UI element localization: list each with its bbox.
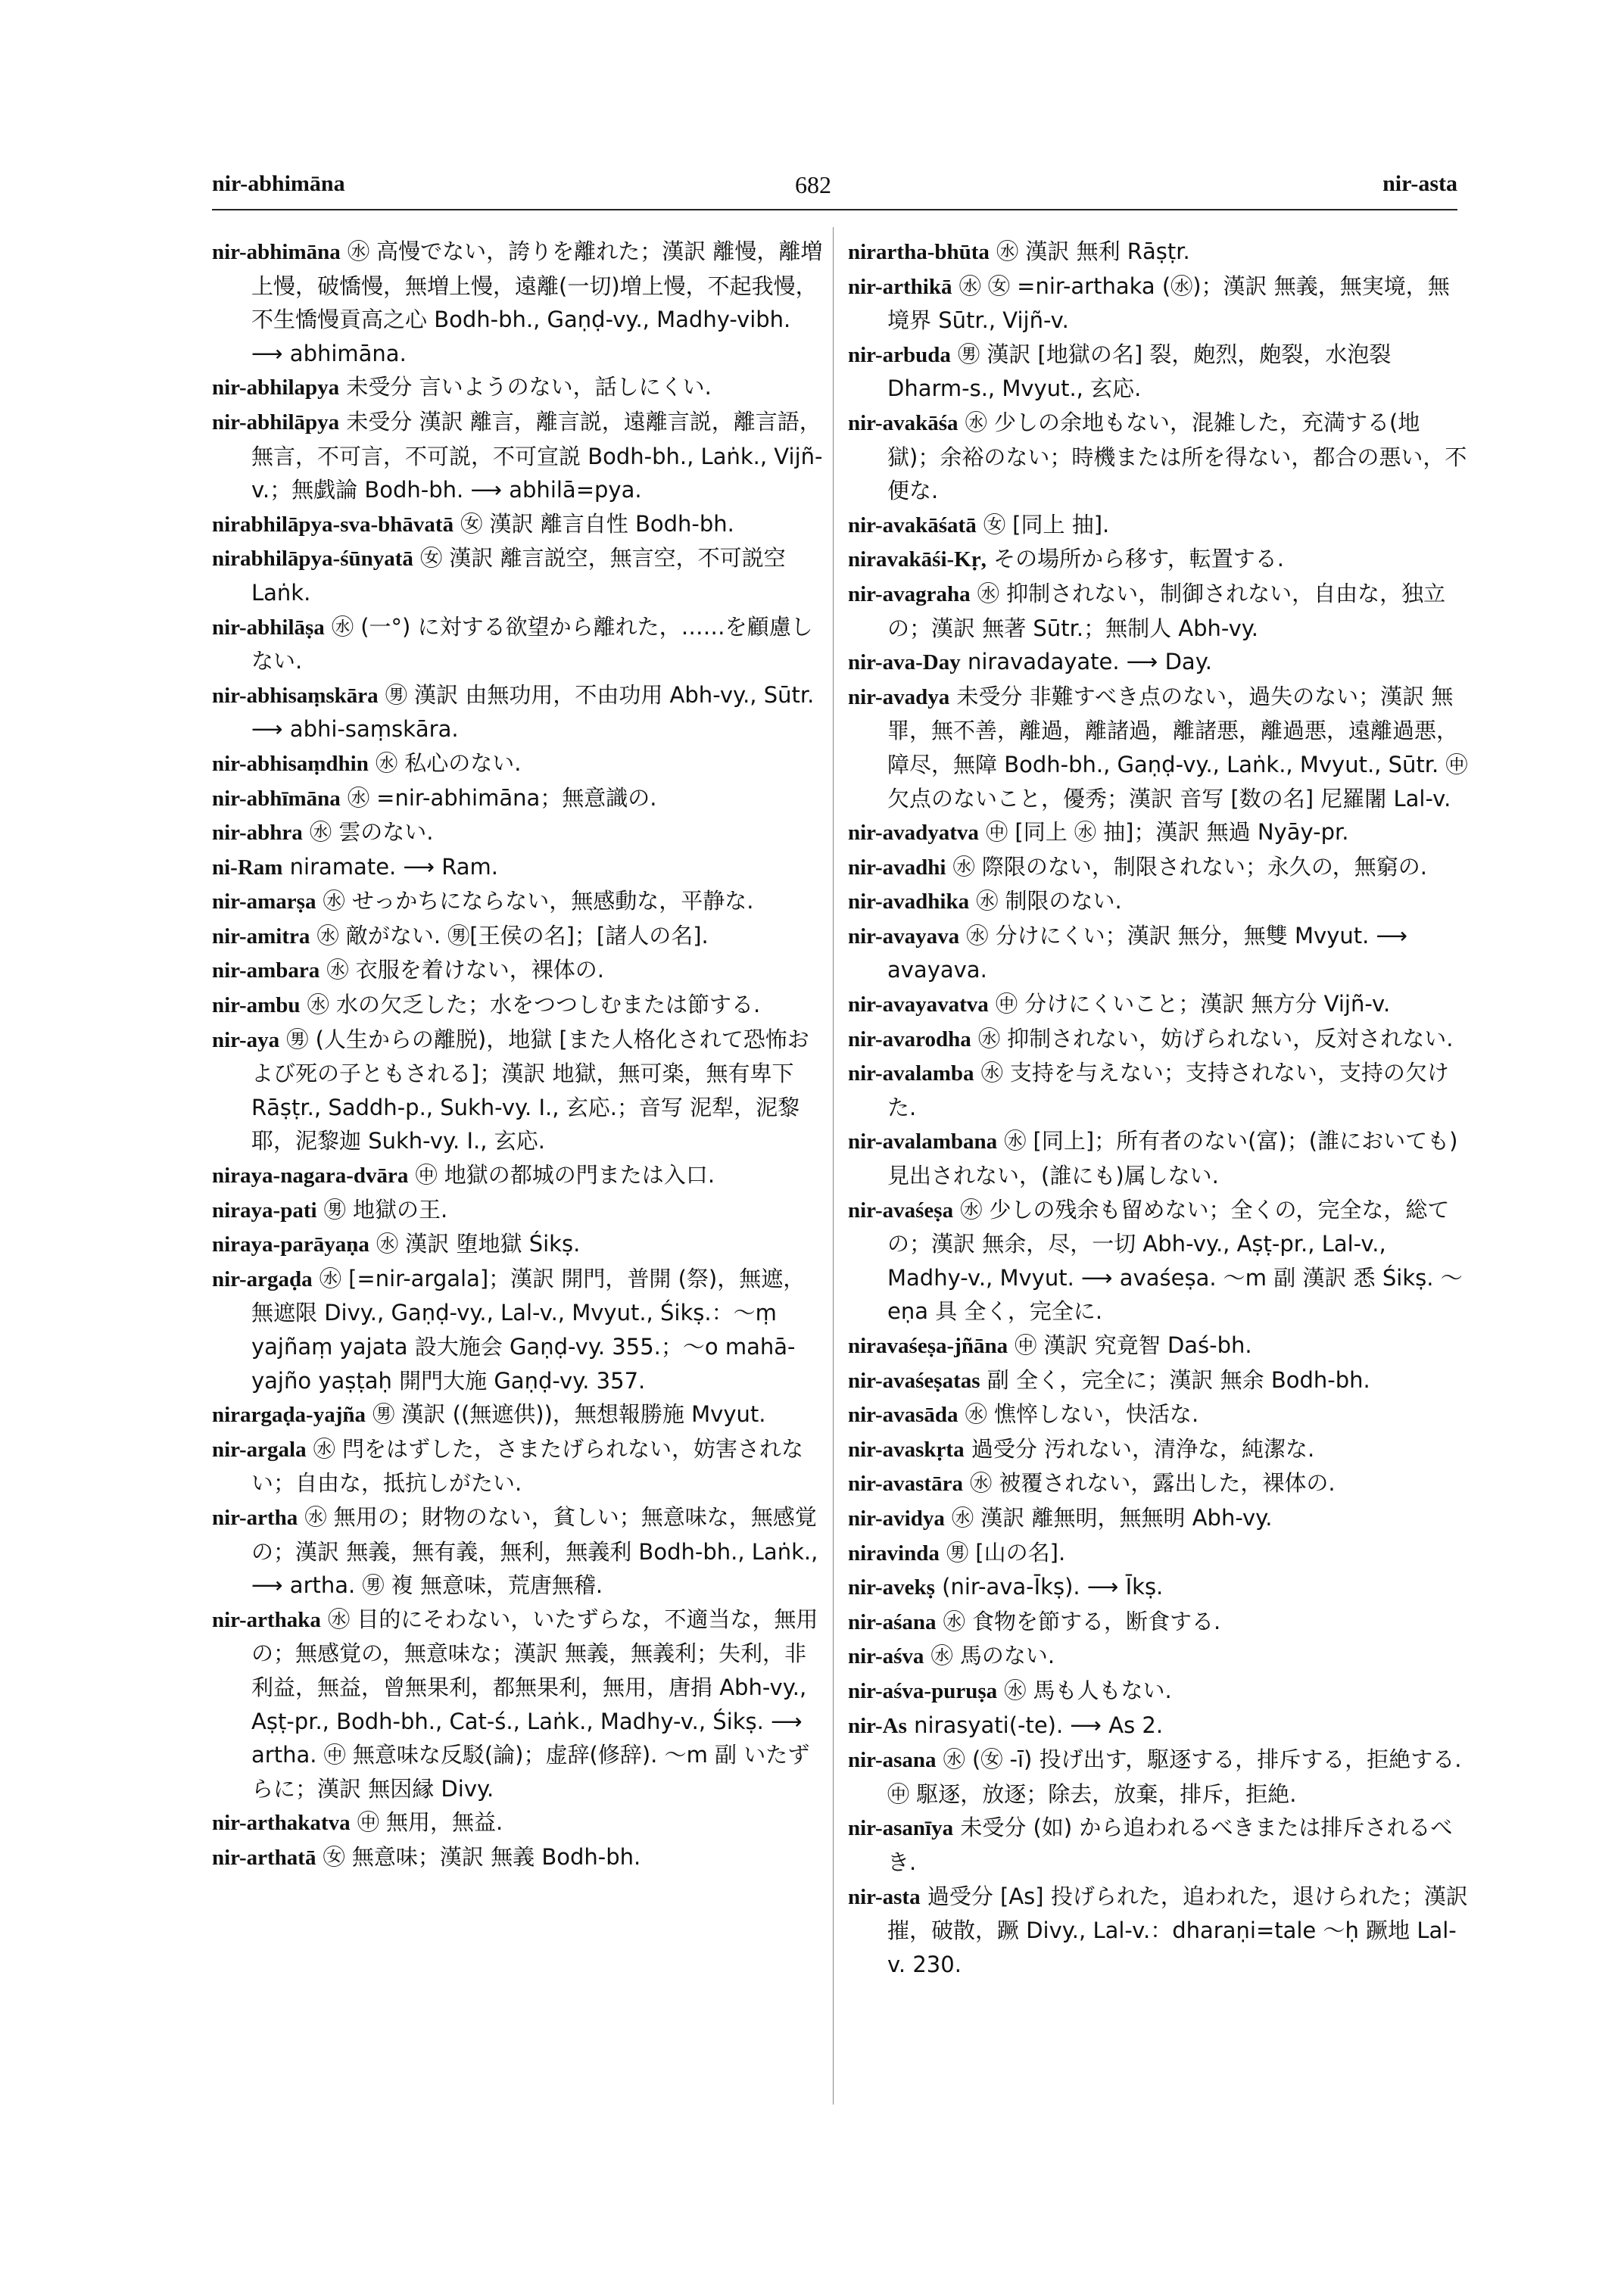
entry-headword: nir-avadya (848, 684, 950, 709)
entry-headword: niravinda (848, 1541, 940, 1566)
dictionary-entry (212, 610, 825, 678)
dictionary-entry (212, 1158, 825, 1193)
entry-definition: 副 全く，完全に；漢訳 無余 Bodh-bh. (987, 1366, 1370, 1393)
dictionary-entry (212, 1805, 825, 1840)
entry-definition: ㊌ (㊛ -ī) 投げ出す，駆逐する，排斥する，拒絶する. ㊥ 駆逐，放逐；除去，放棄，排斥，拒絶. (887, 1746, 1462, 1807)
dictionary-entry (212, 988, 825, 1023)
entry-headword: nir-avarodha (848, 1027, 971, 1051)
entry-headword: niraya-pati (212, 1198, 317, 1223)
dictionary-entry (848, 645, 1469, 680)
dictionary-entry (212, 1227, 825, 1262)
dictionary-entry (848, 680, 1469, 815)
dictionary-entry (848, 884, 1469, 919)
entry-definition: ㊌ 水の欠乏した；水をつつしむまたは節する. (307, 992, 761, 1018)
entry-definition: 未受分 非難すべき点のない，過失のない；漢訳 無罪，無不善，離過，離諸過，離諸悪，離過悪，遠離過悪，障尽，無障 Bodh-bh., Gaṇḍ-vy., Laṅk., Mvyut., Sūtr. ㊥ 欠点のないこと，優秀；漢訳 音写 [数の名] 尼羅闍 Lal-v. (887, 683, 1468, 812)
entry-definition: ㊛ [同上 抽]. (983, 511, 1110, 537)
entry-headword: nir-As (848, 1713, 907, 1738)
dictionary-entry (848, 1193, 1469, 1329)
entry-headword: nir-argala (212, 1437, 307, 1462)
right-column (848, 235, 1469, 1981)
entry-headword: nir-avekṣ (848, 1575, 935, 1600)
dictionary-entry (848, 1022, 1469, 1057)
entry-headword: nir-abhisaṃdhin (212, 751, 369, 776)
dictionary-entry (848, 406, 1469, 508)
header-rule (212, 209, 1457, 210)
entry-definition: 未受分 (如) から追われるべきまたは排斥されるべき. (887, 1815, 1453, 1875)
entry-headword: nir-avasāda (848, 1403, 959, 1428)
running-head-left: nir-abhimāna (212, 171, 345, 196)
entry-headword: nir-avadhika (848, 889, 970, 914)
dictionary-entry (848, 1880, 1469, 1982)
dictionary-entry (848, 1363, 1469, 1398)
dictionary-entry (848, 987, 1469, 1022)
entry-definition: ㊌ 衣服を着けない，裸体の. (326, 957, 604, 983)
dictionary-entry (212, 746, 825, 781)
entry-headword: nir-arbuda (848, 342, 951, 367)
dictionary-entry (848, 1056, 1469, 1124)
entry-headword: nir-avakāśa (848, 410, 959, 435)
entry-headword: nir-avadyatva (848, 821, 979, 846)
entry-definition: 未受分 漢訳 離言，離言説，遠離言説，離言語，無言，不可言，不可説，不可宣説 Bodh-bh., Laṅk., Vijñ-v.；無戯論 Bodh-bh. ⟶ abhilā=pya. (251, 408, 823, 503)
dictionary-entry (848, 1709, 1469, 1743)
dictionary-entry (212, 1262, 825, 1397)
entry-headword: nirartha-bhūta (848, 240, 990, 264)
entry-headword: nir-arthakatva (212, 1811, 351, 1836)
dictionary-entry (212, 919, 825, 954)
entry-definition: ㊚ 漢訳 由無功用，不由功用 Abh-vy., Sūtr. ⟶ abhi-saṃskāra. (251, 681, 815, 743)
dictionary-entry (848, 508, 1469, 543)
entry-definition: ㊌ 漢訳 堕地獄 Śikṣ. (376, 1231, 581, 1257)
entry-headword: nir-avagraha (848, 581, 971, 606)
dictionary-entry (212, 541, 825, 609)
entry-definition: niramate. ⟶ Ram. (289, 853, 499, 880)
entry-headword: nir-avalambana (848, 1129, 998, 1154)
dictionary-entry (848, 919, 1469, 987)
entry-headword: niraya-nagara-dvāra (212, 1164, 409, 1189)
left-column (212, 235, 825, 1875)
dictionary-entry (848, 1124, 1469, 1192)
entry-headword: nir-avadhi (848, 855, 946, 880)
entry-headword: nir-aśana (848, 1609, 937, 1634)
entry-headword: nir-amarṣa (212, 889, 316, 914)
entry-headword: nir-avidya (848, 1506, 945, 1531)
entry-definition: ㊚ 漢訳 ((無遮供))，無想報勝施 Mvyut. (372, 1401, 766, 1428)
dictionary-entry (848, 1639, 1469, 1674)
entry-definition: ㊚ 地獄の王. (323, 1196, 448, 1223)
entry-headword: niravakāśi-Kṛ, (848, 547, 987, 572)
entry-definition: ㊥ 漢訳 究竟智 Daś-bh. (1015, 1332, 1252, 1358)
dictionary-entry (848, 1605, 1469, 1640)
entry-definition: ㊌ =nir-abhimāna；無意識の. (347, 784, 657, 811)
entry-definition: ㊌ 閂をはずした，さまたげられない，妨害されない；自由な，抵抗しがたい. (251, 1435, 804, 1497)
entry-headword: nirabhilāpya-śūnyatā (212, 547, 413, 572)
entry-definition: niravadayate. ⟶ Day. (967, 649, 1212, 675)
entry-headword: nir-avaskṛta (848, 1437, 965, 1462)
entry-definition: ㊌ せっかちにならない，無感動な，平静な. (323, 888, 754, 914)
entry-definition: ㊌ 抑制されない，制御されない，自由な，独立の；漢訳 無著 Sūtr.；無制人 Abh-vy. (887, 580, 1446, 641)
entry-definition: ㊌ [=nir-argala]；漢訳 開門，普開 (祭)，無遮，無遮限 Divy., Gaṇḍ-vy., Lal-v., Mvyut., Śikṣ.：〜ṃ yajñaṃ yajata 設大施会 Gaṇḍ-vy. 355.；〜o mahā-yajño yaṣṭaḥ 開門大施 Gaṇḍ-vy. 357. (251, 1265, 806, 1394)
entry-definition: ㊌ 敵がない. ㊚[王侯の名]；[諸人の名]. (316, 922, 709, 949)
dictionary-entry (848, 1466, 1469, 1501)
dictionary-entry (848, 1674, 1469, 1709)
entry-definition: ㊌ 馬のない. (930, 1643, 1055, 1669)
entry-definition: (nir-ava-Īkṣ). ⟶ Īkṣ. (942, 1574, 1164, 1600)
entry-headword: nir-abhisaṃskāra (212, 683, 379, 708)
entry-headword: nir-asanīya (848, 1816, 954, 1841)
entry-definition: ㊌ (一°) に対する欲望から離れた，……を顧慮しない. (251, 613, 813, 675)
entry-definition: ㊌ 憔悴しない，快活な. (965, 1401, 1199, 1428)
entry-definition: その場所から移す，転置する. (993, 546, 1284, 572)
entry-headword: nir-aśva-puruṣa (848, 1678, 998, 1703)
entry-headword: nir-avayavatva (848, 992, 989, 1017)
dictionary-entry (848, 1811, 1469, 1879)
entry-definition: ㊥ 地獄の都城の門または入口. (415, 1162, 715, 1189)
entry-definition: ㊛ 漢訳 離言説空，無言空，不可説空 Laṅk. (251, 545, 786, 606)
dictionary-entry (212, 405, 825, 507)
entry-definition: ㊌ 高慢でない，誇りを離れた；漢訳 離慢，離増上慢，破憍慢，無増上慢，遠離(一切)増上慢，不起我慢，不生憍慢貢高之心 Bodh-bh., Gaṇḍ-vy., Madhy-vibh. ⟶ abhimāna. (251, 238, 823, 366)
dictionary-entry (212, 1840, 825, 1875)
entry-headword: niraya-parāyaṇa (212, 1232, 369, 1257)
dictionary-entry (212, 1500, 825, 1603)
entry-definition: ㊌ 無用の；財物のない，貧しい；無意味な，無感覚の；漢訳 無義，無有義，無利，無義利 Bodh-bh., Laṅk., ⟶ artha. ㊚ 複 無意味，荒唐無稽. (251, 1503, 818, 1599)
column-divider (833, 227, 834, 2105)
running-head-right: nir-asta (1382, 171, 1457, 196)
entry-headword: nirargaḍa-yajña (212, 1403, 366, 1428)
dictionary-entry (212, 1603, 825, 1806)
dictionary-entry (848, 1397, 1469, 1432)
entry-headword: nir-avalamba (848, 1061, 974, 1086)
dictionary-entry (212, 1397, 825, 1432)
entry-headword: nir-avaśeṣatas (848, 1368, 980, 1393)
entry-headword: nirabhilāpya-sva-bhāvatā (212, 512, 454, 537)
dictionary-entry (848, 577, 1469, 645)
dictionary-entry (212, 815, 825, 850)
entry-headword: nir-artha (212, 1505, 298, 1530)
entry-headword: nir-avayava (848, 924, 960, 949)
entry-definition: nirasyati(-te). ⟶ As 2. (914, 1712, 1164, 1738)
entry-definition: ㊚ (人生からの離脱)，地獄 [また人格化されて恐怖および死の子ともされる]；漢訳 地獄，無可楽，無有卑下 Rāṣṭr., Saddh-p., Sukh-vy. I., 玄応.；音写 泥犁，泥黎耶，泥黎迦 Sukh-vy. I., 玄応. (251, 1026, 809, 1154)
dictionary-entry (848, 815, 1469, 850)
entry-headword: nir-avastāra (848, 1472, 963, 1497)
entry-headword: nir-argaḍa (212, 1266, 313, 1291)
entry-definition: ㊌ 私心のない. (376, 749, 522, 776)
entry-definition: ㊌ 分けにくい；漢訳 無分，無雙 Mvyut. ⟶ avayava. (887, 922, 1408, 983)
entry-definition: 過受分 [As] 投げられた，追われた，退けられた；漢訳 摧，破散，蹶 Divy., Lal-v.：dharaṇi=tale 〜ḥ 蹶地 Lal-v. 230. (887, 1883, 1468, 1977)
entry-definition: ㊥ 無用，無益. (357, 1809, 503, 1836)
entry-definition: 未受分 言いようのない，話しにくい. (346, 374, 712, 400)
entry-headword: nir-abhimāna (212, 240, 341, 264)
entry-definition: ㊌ ㊛ =nir-arthaka (㊌)；漢訳 無義，無実境，無境界 Sūtr., Vijñ-v. (887, 273, 1450, 334)
entry-headword: nir-abhilāpya (212, 410, 340, 435)
entry-definition: ㊌ 雲のない. (310, 819, 434, 846)
entry-definition: ㊌ 漢訳 離無明，無無明 Abh-vy. (952, 1504, 1273, 1531)
dictionary-entry (212, 1023, 825, 1158)
dictionary-entry (848, 1432, 1469, 1467)
entry-definition: ㊌ 馬も人もない. (1004, 1677, 1172, 1703)
entry-definition: ㊌ 目的にそわない，いたずらな，不適当な，無用の；無感覚の，無意味な；漢訳 無義，無義利；失利，非利益，無益，曾無果利，都無果利，無用，唐捐 Abh-vy., Aṣṭ-pr., Bodh-bh., Cat-ś., Laṅk., Madhy-v., Śikṣ. ⟶ artha. ㊥ 無意味な反駁(論)；虚辞(修辞). 〜m 副 いたずらに；漢訳 無因縁 Divy. (251, 1606, 818, 1802)
entry-definition: ㊌ 支持を与えない；支持されない，支持の欠けた. (887, 1060, 1449, 1120)
entry-headword: nir-ambara (212, 958, 320, 983)
entry-headword: nir-arthikā (848, 274, 952, 299)
dictionary-entry (212, 370, 825, 405)
entry-headword: nir-aya (212, 1027, 280, 1052)
dictionary-entry (212, 953, 825, 988)
entry-definition: ㊌ 抑制されない，妨げられない，反対されない. (977, 1025, 1454, 1051)
entry-headword: nir-abhra (212, 821, 303, 846)
dictionary-entry (848, 338, 1469, 406)
entry-headword: niravaśeṣa-jñāna (848, 1334, 1008, 1358)
dictionary-entry (212, 1193, 825, 1228)
entry-definition: ㊥ [同上 ㊌ 抽]；漢訳 無過 Nyāy-pr. (986, 819, 1349, 846)
entry-definition: ㊌ 被覆されない，露出した，裸体の. (970, 1470, 1336, 1497)
dictionary-entry (848, 542, 1469, 577)
dictionary-entry (848, 235, 1469, 269)
entry-headword: nir-arthaka (212, 1607, 321, 1632)
dictionary-entry (212, 781, 825, 816)
dictionary-entry (212, 235, 825, 370)
entry-definition: ㊚ 漢訳 [地獄の名] 裂，皰烈，皰裂，水泡裂 Dharm-s., Mvyut., 玄応. (887, 341, 1392, 402)
dictionary-entry (848, 269, 1469, 338)
entry-headword: nir-abhīmāna (212, 786, 341, 811)
dictionary-entry (848, 850, 1469, 885)
dictionary-entry (212, 678, 825, 746)
entry-headword: nir-aśva (848, 1644, 924, 1669)
dictionary-entry (848, 1570, 1469, 1605)
entry-definition: ㊚ [山の名]. (946, 1539, 1066, 1566)
entry-definition: ㊌ [同上]；所有者のない(富)；(誰においても)見出されない，(誰にも)属しない. (887, 1128, 1458, 1189)
entry-headword: nir-asta (848, 1884, 921, 1909)
entry-definition: ㊌ 少しの残余も留めない；全くの，完全な，総ての；漢訳 無余，尽，一切 Abh-vy., Aṣṭ-pr., Lal-v., Madhy-v., Mvyut. ⟶ avaśeṣa. 〜m 副 漢訳 悉 Śikṣ. 〜eṇa 具 全く，完全に. (887, 1196, 1463, 1325)
entry-headword: nir-ava-Day (848, 650, 961, 675)
entry-headword: nir-amitra (212, 924, 310, 949)
dictionary-entry (848, 1743, 1469, 1811)
dictionary-entry (848, 1536, 1469, 1571)
entry-definition: ㊌ 少しの余地もない，混雑した，充満する(地獄)；余裕のない；時機または所を得ない，都合の悪い，不便な. (887, 409, 1467, 504)
entry-definition: 過受分 汚れない，清浄な，純潔な. (971, 1435, 1315, 1462)
entry-headword: nir-abhilapya (212, 375, 340, 400)
entry-definition: ㊌ 際限のない，制限されない；永久の，無窮の. (952, 853, 1427, 880)
entry-headword: ni-Ram (212, 855, 283, 880)
entry-definition: ㊛ 漢訳 離言自性 Bodh-bh. (460, 510, 734, 537)
page-number: 682 (795, 171, 831, 198)
entry-definition: ㊥ 分けにくいこと；漢訳 無方分 Vijñ-v. (996, 991, 1391, 1017)
entry-headword: nir-avakāśatā (848, 512, 977, 537)
dictionary-entry (848, 1329, 1469, 1363)
entry-headword: nir-abhilāṣa (212, 615, 325, 640)
dictionary-entry (212, 507, 825, 542)
entry-definition: ㊌ 制限のない. (976, 888, 1122, 914)
entry-definition: ㊛ 無意味；漢訳 無義 Bodh-bh. (323, 1843, 641, 1870)
entry-headword: nir-asana (848, 1748, 937, 1773)
entry-headword: nir-ambu (212, 993, 301, 1018)
entry-headword: nir-arthatā (212, 1845, 316, 1870)
dictionary-entry (848, 1501, 1469, 1536)
entry-headword: nir-avaśeṣa (848, 1198, 954, 1223)
entry-definition: ㊌ 漢訳 無利 Rāṣṭr. (996, 238, 1190, 264)
dictionary-entry (212, 1432, 825, 1500)
dictionary-entry (212, 850, 825, 885)
dictionary-entry (212, 884, 825, 919)
entry-definition: ㊌ 食物を節する，断食する. (943, 1608, 1221, 1634)
